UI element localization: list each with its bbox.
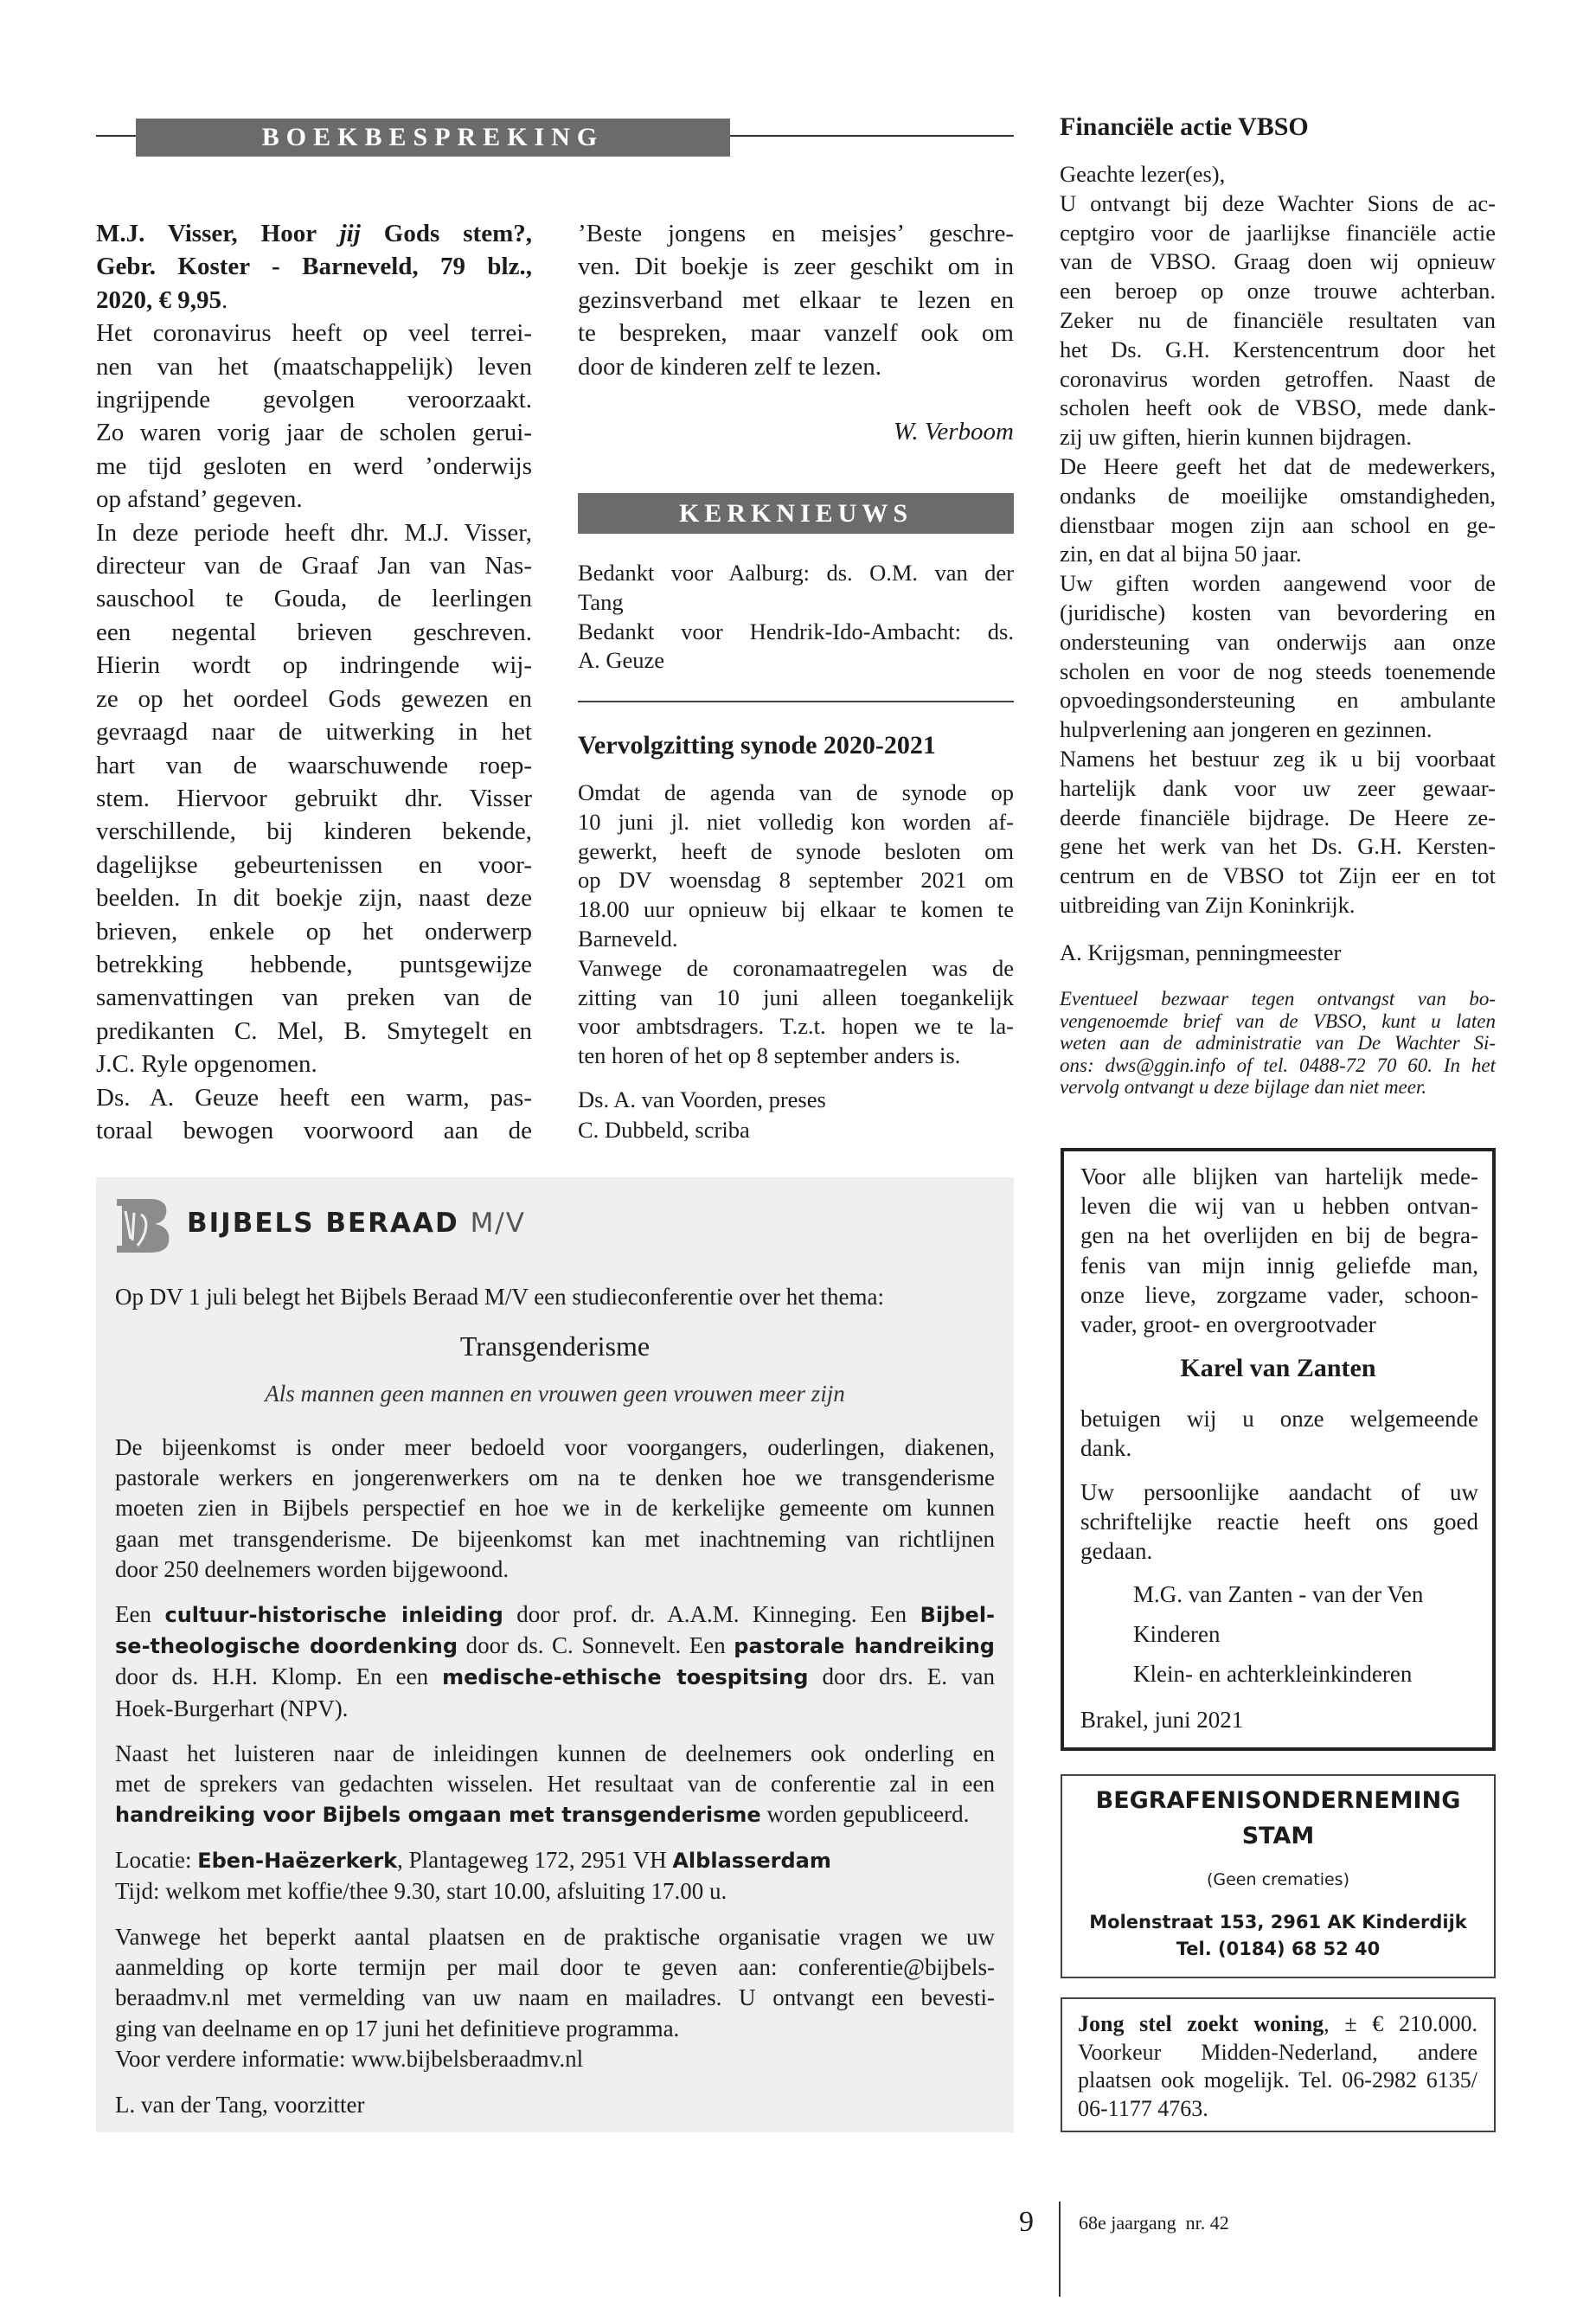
text-line: ze op het oordeel Gods gewezen en xyxy=(96,684,532,713)
text-line: Uw persoonlijke aandacht of uw xyxy=(1080,1479,1478,1505)
text-line: sauschool te Gouda, de leerlingen xyxy=(96,585,532,613)
text-line: ceptgiro voor de jaarlijkse financiële actie xyxy=(1060,219,1496,246)
text-line: Gebr. Koster - Barneveld, 79 blz., xyxy=(96,253,532,281)
text-line: opvoedingsondersteuning en ambulante xyxy=(1060,687,1496,714)
text-line: zin, en dat al bijna 50 jaar. xyxy=(1060,541,1302,567)
text-line: scholen heeft ook de VBSO, mede dank- xyxy=(1060,394,1496,421)
text-line: Zo waren vorig jaar de scholen gerui- xyxy=(96,419,532,447)
text-line: se-theologische doordenking door ds. C. Sonnevelt. Een pastorale handreiking xyxy=(115,1632,995,1659)
text-line: ondanks de moeilijke omstandigheden, xyxy=(1060,482,1496,509)
text-line: hulpverlening aan jongeren en gezinnen. xyxy=(1060,716,1433,743)
family-3: Klein- en achterkleinkinderen xyxy=(1133,1661,1413,1687)
text-line: beelden. In dit boekje zijn, naast deze xyxy=(96,884,532,913)
text-line: door de kinderen zelf te lezen. xyxy=(578,352,882,381)
text-line: gen na het overlijden en bij de begra- xyxy=(1080,1222,1478,1249)
conference-paragraph-3 xyxy=(115,1739,995,1831)
text-line: Voorkeur Midden-Nederland, andere xyxy=(1078,2039,1477,2065)
text-line: Naast het luisteren naar de inleidingen kunnen de deelnemers ook onderling en xyxy=(115,1740,995,1766)
text-line: hartelijk dank voor uw zeer gewaar- xyxy=(1060,774,1496,801)
text-line: door 250 deelnemers worden bijgewoond. xyxy=(115,1555,510,1582)
text-line: betuigen wij u onze welgemeende xyxy=(1080,1406,1478,1432)
funeral-name: STAM xyxy=(1241,1823,1315,1849)
text-line: Vanwege de coronamaatregelen was de xyxy=(578,954,1014,981)
synod-signature-1: Ds. A. van Voorden, preses xyxy=(578,1086,826,1112)
text-line: uitbreiding van Zijn Koninkrijk. xyxy=(1060,891,1356,918)
section-header-boekbespreking: BOEKBESPREKING xyxy=(136,119,730,157)
text-line: Namens het bestuur zeg ik u bij voorbaat xyxy=(1060,745,1496,772)
text-line: A. Geuze xyxy=(578,647,665,674)
text-line: ging van deelname en op 17 juni het definitieve programma. xyxy=(115,2015,680,2041)
church-news-list xyxy=(578,559,1014,676)
text-line: De bijeenkomst is onder meer bedoeld voor voorgangers, ouderlingen, diakenen, xyxy=(115,1434,995,1460)
family-2: Kinderen xyxy=(1133,1621,1221,1647)
text-line: directeur van de Graaf Jan van Nas- xyxy=(96,552,532,580)
housing-text xyxy=(1078,2010,1477,2123)
text-line: zij uw giften, hierin kunnen bijdragen. xyxy=(1060,424,1412,451)
text-line: Geachte lezer(es), xyxy=(1060,161,1226,187)
logo-text xyxy=(187,1208,526,1239)
text-line: Vanwege het beperkt aantal plaatsen en de praktische organisatie vragen we uw xyxy=(115,1924,995,1950)
text-line: moeten zien in Bijbels perspectief en hoe we in de kerkelijke gemeente om kunnen xyxy=(115,1495,995,1522)
text-line: Tang xyxy=(578,588,624,615)
text-line: weten aan de administratie van De Wachter Si- xyxy=(1060,1032,1496,1054)
text-line: deerde financiële bijdrage. De Heere ze- xyxy=(1060,804,1496,830)
text-line: vervolg ontvangt u deze bijlage dan niet meer. xyxy=(1060,1076,1427,1099)
conference-paragraph-1 xyxy=(115,1433,995,1585)
funeral-title: BEGRAFENISONDERNEMING xyxy=(1095,1787,1461,1814)
text-line: te bespreken, maar vanzelf ook om xyxy=(578,319,1014,348)
text-line: me tijd gesloten en werd ’onderwijs xyxy=(96,452,532,480)
divider xyxy=(578,701,1014,702)
text-line: coronavirus worden getroffen. Naast de xyxy=(1060,365,1496,392)
text-line: gaan met transgenderisme. De bijeenkomst kan met inachtneming van richtlijnen xyxy=(115,1525,995,1552)
text-line: Zeker nu de financiële resultaten van xyxy=(1060,306,1496,333)
text-line: U ontvangt bij deze Wachter Sions de ac- xyxy=(1060,189,1496,216)
text-line: 10 juni jl. niet volledig kon worden af- xyxy=(578,808,1014,835)
funeral-phone: Tel. (0184) 68 52 40 xyxy=(1176,1939,1381,1959)
text-line: ons: dws@ggin.info of tel. 0488-72 70 60. In het xyxy=(1060,1054,1496,1076)
text-line: M.J. Visser, Hoor jij Gods stem?, xyxy=(96,220,532,247)
text-line: 2020, € 9,95. xyxy=(96,285,228,314)
text-line: het Ds. G.H. Kerstencentrum door het xyxy=(1060,336,1496,362)
text-line: voor ambtsdragers. T.z.t. hopen we te la- xyxy=(578,1013,1014,1040)
text-line: Tijd: welkom met koffie/thee 9.30, start 10.00, afsluiting 17.00 u. xyxy=(115,1878,727,1905)
text-line: Locatie: Eben-Haëzerkerk, Plantageweg 172, 2951 VH Alblasserdam xyxy=(115,1847,831,1873)
text-line: Ds. A. Geuze heeft een warm, pas- xyxy=(96,1083,532,1112)
thanks-paragraph-2 xyxy=(1080,1477,1478,1567)
text-line: Het coronavirus heeft op veel terrei- xyxy=(96,319,532,348)
text-line: een negental brieven geschreven. xyxy=(96,618,532,646)
text-line: Een cultuur-historische inleiding door prof. dr. A.A.M. Kinneging. Een Bijbel- xyxy=(115,1601,996,1627)
review-column-1 xyxy=(96,217,532,1147)
text-line: beraadmv.nl met vermelding van uw naam en mailadres. U ontvangt een bevesti- xyxy=(115,1984,995,2011)
text-line: 06-1177 4763. xyxy=(1078,2095,1208,2121)
text-line: verschillende, bij kinderen bekende, xyxy=(96,817,532,846)
text-line: dagelijkse gebeurtenissen en voor- xyxy=(96,850,532,879)
text-line: Eventueel bezwaar tegen ontvangst van bo- xyxy=(1060,988,1496,1009)
text-line: betrekking hebbende, puntsgewijze xyxy=(96,950,532,978)
text-line: brieven, enkele op het onderwerp xyxy=(96,917,532,945)
text-line: van de VBSO. Graag doen wij opnieuw xyxy=(1060,248,1496,275)
conference-signature: L. van der Tang, voorzitter xyxy=(115,2092,365,2118)
text-line: Uw giften worden aangewend voor de xyxy=(1060,570,1496,597)
conference-intro: Op DV 1 juli belegt het Bijbels Beraad M/V een studieconferentie over het thema: xyxy=(115,1284,885,1310)
vbso-heading: Financiële actie VBSO xyxy=(1060,112,1309,141)
text-line: Bedankt voor Aalburg: ds. O.M. van der xyxy=(578,560,1014,586)
text-line: een beroep op onze trouwe achterban. xyxy=(1060,278,1496,304)
thanks-paragraph-1 xyxy=(1080,1404,1478,1463)
thanks-intro xyxy=(1080,1162,1478,1339)
vbso-note xyxy=(1060,988,1496,1099)
text-line: dank. xyxy=(1080,1435,1132,1462)
text-line: handreiking voor Bijbels omgaan met transgenderisme worden gepubliceerd. xyxy=(115,1801,970,1828)
text-line: predikanten C. Mel, B. Smytegelt en xyxy=(96,1016,532,1045)
vbso-signature: A. Krijgsman, penningmeester xyxy=(1060,939,1342,965)
text-line: zitting van 10 juni alleen toegankelijk xyxy=(578,984,1014,1010)
text-line: (juridische) kosten van bevordering en xyxy=(1060,599,1496,625)
synod-heading: Vervolgzitting synode 2020-2021 xyxy=(578,731,936,760)
text-line: ingrijpende gevolgen veroorzaakt. xyxy=(96,386,532,414)
review-author: W. Verboom xyxy=(893,418,1014,445)
text-line: onze lieve, zorgzame vader, schoon- xyxy=(1080,1281,1478,1308)
text-line: aanmelding op korte termijn per mail door te geven aan: conferentie@bijbels- xyxy=(115,1954,995,1981)
conference-registration xyxy=(115,1922,995,2074)
place-date: Brakel, juni 2021 xyxy=(1080,1707,1244,1733)
conference-location-time xyxy=(115,1845,995,1907)
funeral-note: (Geen crematies) xyxy=(1206,1870,1349,1889)
conference-paragraph-2 xyxy=(115,1599,995,1724)
text-line: vader, groot- en overgrootvader xyxy=(1080,1311,1376,1338)
text-line: samenvattingen van preken van de xyxy=(96,984,532,1012)
text-line: J.C. Ryle opgenomen. xyxy=(96,1050,317,1079)
text-line: gewerkt, heeft de synode besloten om xyxy=(578,837,1014,864)
text-line: Omdat de agenda van de synode op xyxy=(578,779,1014,805)
text-line: ten horen of het op 8 september anders is. xyxy=(578,1042,961,1069)
text-line: Voor verdere informatie: www.bijbelsberaadmv.nl xyxy=(115,2045,584,2072)
text-line: gedaan. xyxy=(1080,1538,1153,1565)
text-line: De Heere geeft het dat de medewerkers, xyxy=(1060,452,1496,479)
review-column-2 xyxy=(578,217,1014,383)
text-line: op afstand’ gegeven. xyxy=(96,485,303,514)
volume-info: 68e jaargang nr. 42 xyxy=(1079,2212,1229,2234)
text-line: centrum en de VBSO tot Zijn eer en tot xyxy=(1060,862,1496,889)
text-line: scholen en voor de nog steeds toenemende xyxy=(1060,657,1496,684)
page-number: 9 xyxy=(1019,2206,1034,2238)
text-line: Voor alle blijken van hartelijk mede- xyxy=(1080,1163,1478,1189)
text-line: op DV woensdag 8 september 2021 om xyxy=(578,867,1014,894)
text-line: ven. Dit boekje is zeer geschikt om in xyxy=(578,253,1014,281)
deceased-name: Karel van Zanten xyxy=(1180,1354,1376,1382)
text-line: ondersteuning van onderwijs aan onze xyxy=(1060,628,1496,655)
text-line: Jong stel zoekt woning, ± € 210.000. xyxy=(1078,2011,1477,2036)
text-line: schriftelijke reactie heeft ons goed xyxy=(1080,1509,1478,1535)
text-line: ’Beste jongens en meisjes’ geschre- xyxy=(578,220,1014,247)
text-line: dienstbaar mogen zijn aan school en ge- xyxy=(1060,511,1496,538)
logo-name: BIJBELS BERAAD xyxy=(187,1208,459,1239)
funeral-address: Molenstraat 153, 2961 AK Kinderdijk xyxy=(1089,1912,1467,1932)
logo-suffix: M/V xyxy=(470,1208,526,1239)
text-line: In deze periode heeft dhr. M.J. Visser, xyxy=(96,518,532,547)
bijbels-beraad-logo-icon xyxy=(115,1195,172,1254)
text-line: vengenoemde brief van de VBSO, kunt u laten xyxy=(1060,1009,1496,1032)
text-line: pastorale werkers en jongerenwerkers om na te denken hoe we transgenderisme xyxy=(115,1465,995,1491)
text-line: gevraagd naar de uitwerking in het xyxy=(96,718,532,747)
text-line: fenis van mijn innig geliefde man, xyxy=(1080,1252,1478,1279)
text-line: toraal bewogen voorwoord aan de xyxy=(96,1116,532,1144)
section-header-kerknieuws: KERKNIEUWS xyxy=(578,493,1014,534)
vbso-body xyxy=(1060,160,1496,920)
text-line: stem. Hiervoor gebruikt dhr. Visser xyxy=(96,784,532,812)
text-line: Hoek-Burgerhart (NPV). xyxy=(115,1695,349,1721)
text-line: door ds. H.H. Klomp. En een medische-ethische toespitsing door drs. E. van xyxy=(115,1663,996,1690)
text-line: gene het werk van het Ds. G.H. Kersten- xyxy=(1060,833,1496,860)
text-line: Bedankt voor Hendrik-Ido-Ambacht: ds. xyxy=(578,618,1014,644)
family-1: M.G. van Zanten - van der Ven xyxy=(1133,1581,1424,1607)
text-line: met de sprekers van gedachten wisselen. Het resultaat van de conferentie zal in een xyxy=(115,1771,995,1798)
text-line: hart van de waarschuwende roep- xyxy=(96,751,532,779)
synod-signature-2: C. Dubbeld, scriba xyxy=(578,1117,750,1143)
text-line: Hierin wordt op indringende wij- xyxy=(96,651,532,680)
text-line: gezinsverband met elkaar te lezen en xyxy=(578,285,1014,314)
conference-theme: Transgenderisme xyxy=(459,1330,651,1362)
footer-divider xyxy=(1059,2202,1061,2297)
synod-body xyxy=(578,779,1014,1071)
text-line: Barneveld. xyxy=(578,925,678,952)
text-line: nen van het (maatschappelijk) leven xyxy=(96,352,532,381)
text-line: 18.00 uur opnieuw bij elkaar te komen te xyxy=(578,896,1014,923)
text-line: leven die wij van u hebben ontvan- xyxy=(1080,1193,1478,1220)
conference-subtitle: Als mannen geen mannen en vrouwen geen vrouwen meer zijn xyxy=(265,1381,845,1407)
text-line: plaatsen ook mogelijk. Tel. 06-2982 6135/ xyxy=(1078,2067,1477,2093)
